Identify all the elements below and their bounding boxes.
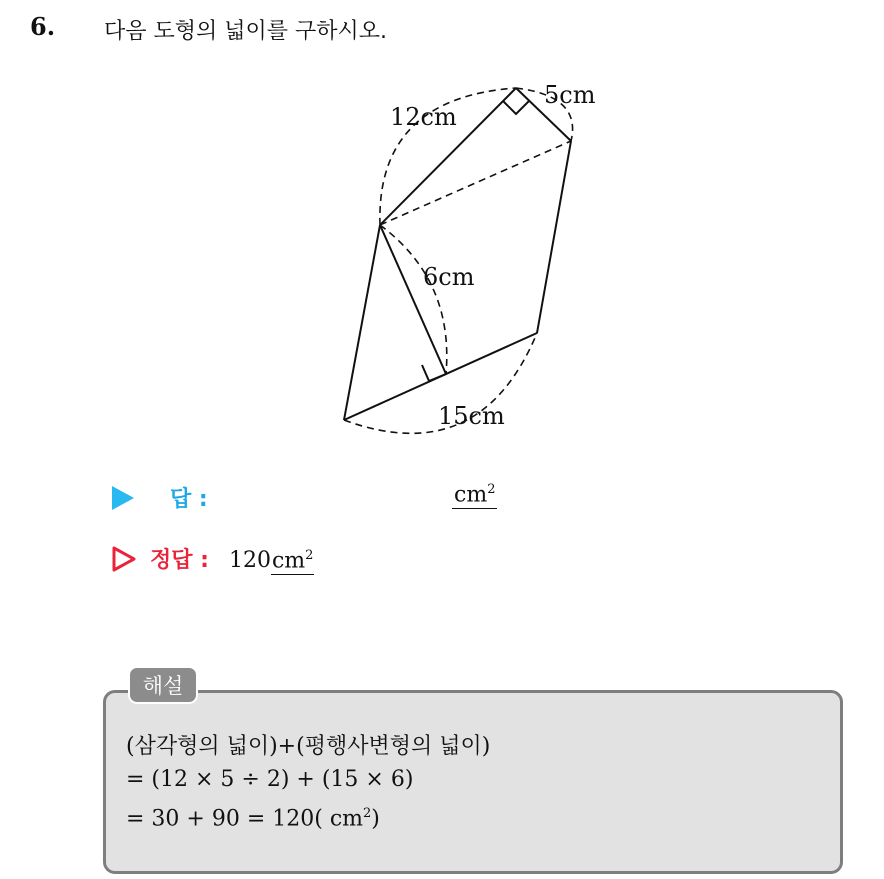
edge-right bbox=[537, 141, 571, 333]
question-number: 6. bbox=[30, 12, 56, 41]
edge-left bbox=[344, 225, 380, 420]
explanation-line-3-close: ) bbox=[371, 806, 380, 832]
label-15cm: 15cm bbox=[438, 402, 505, 430]
height-6 bbox=[380, 225, 446, 374]
explanation-line-3 bbox=[126, 806, 380, 831]
answer-label: 답 : bbox=[170, 487, 208, 512]
explanation-line-3-exp: 2 bbox=[363, 806, 372, 821]
diagonal-dashed bbox=[380, 141, 571, 225]
solution-unit: cm bbox=[271, 548, 306, 573]
question-text: 다음 도형의 넓이를 구하시오. bbox=[104, 19, 387, 44]
explanation-line-3-main: = 30 + 90 = 120( cm bbox=[126, 806, 364, 832]
answer-blank[interactable] bbox=[452, 482, 497, 509]
explanation-line-1: (삼각형의 넓이)+(평행사변형의 넓이) bbox=[126, 734, 491, 759]
answer-unit: cm bbox=[454, 482, 488, 508]
label-12cm: 12cm bbox=[390, 103, 457, 131]
play-outline-icon bbox=[112, 546, 136, 572]
explanation-tag: 해설 bbox=[128, 666, 198, 704]
right-angle-top bbox=[503, 101, 529, 114]
solution-value: 120 bbox=[228, 548, 271, 573]
answer-unit-exp: 2 bbox=[487, 482, 496, 497]
answer-row bbox=[112, 482, 208, 513]
solution-unit-exp: 2 bbox=[305, 547, 314, 563]
explanation-line-2: = (12 × 5 ÷ 2) + (15 × 6) bbox=[126, 767, 414, 792]
solution-row bbox=[112, 543, 314, 575]
label-5cm: 5cm bbox=[544, 81, 596, 109]
label-6cm: 6cm bbox=[423, 263, 475, 291]
play-filled-icon bbox=[112, 486, 134, 510]
solution-label: 정답 : bbox=[150, 548, 209, 573]
solution-unit-wrap bbox=[271, 548, 314, 575]
